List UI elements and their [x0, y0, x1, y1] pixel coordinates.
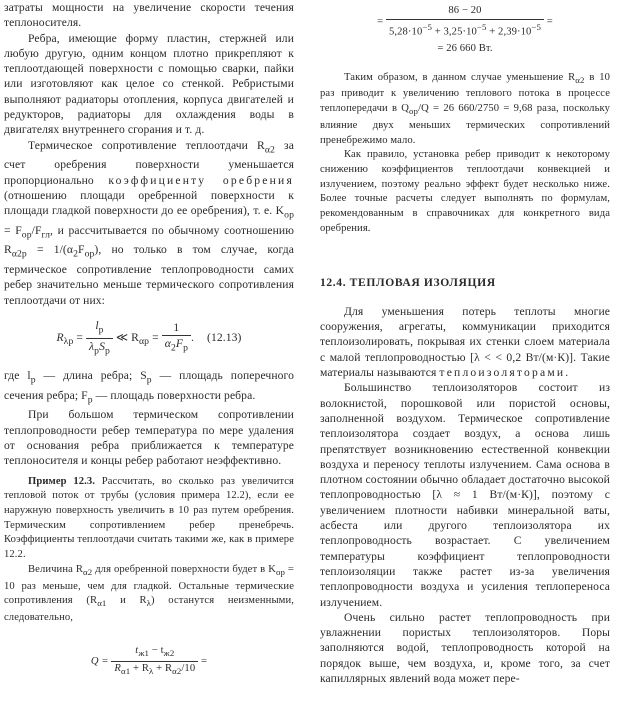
example-title: Пример 12.3.: [28, 475, 96, 487]
paragraph-moisture: Очень сильно растет теплопроводность при увлажнении пористых теплоизоляторов. Поры заполняются водой, теплопроводность которой на порядок выше, чем воздуха, и, кроме того, за счет капиллярных явлений вода может пере-: [320, 610, 610, 686]
fraction-alpha: $\frac{1}{\alpha_2F_р}$: [162, 320, 191, 356]
paragraph-insulation-intro: Для уменьшения потерь теплоты многие сооружения, агрегаты, коммуникации приходится теплоизолировать, покрывая их стенки слоем материала с малой теплопроводностью [λ < < 0,2 Вт/(м·К)]. Такие материалы называются теплоизоляторами.: [320, 304, 610, 380]
paragraph-1: затраты мощности на увеличение скорости течения теплоносителя.: [4, 1, 294, 30]
term-insulators: теплоизоляторами: [439, 366, 566, 380]
paragraph-large-resistance: При большом термическом сопротивлении теплопроводности ребер температура по мере удаления от основания ребра приближается к температуре теплоносителя и концы ребер работают неэффективно.: [4, 408, 294, 468]
paragraph-insulator-structure: Большинство теплоизоляторов состоит из волокнистой, порошковой или пористой основы, заполненной воздухом. Термическое сопротивление теплоизолятора создает воздух, а основа лишь препятствует возникновению естественной конвекции воздуха и переносу теплоты излучением. Сама основа в плотном состоянии обычно обладает достаточно высокой теплопроводностью [λ ≈ 1 Вт/(м·К)], поэтому с увеличением плотности набивки минеральной ваты, асбеста или другого теплоизолятора их теплопроводность возрастает. С увеличением температуры коэффициент теплопроводности теплоизоляции также растет из-за увеличения теплопроводности воздуха и усиления теплопереноса излучением.: [320, 381, 610, 609]
left-column: [4, 0, 294, 688]
calculation-result: = 26 660 Вт.: [437, 42, 493, 54]
fraction-calculation: $\frac{86 - 20}{5,28\cdot 10^{-5} + 3,25\cdot 10^{-5} + 2,39\cdot 10^{-5}}$: [386, 4, 544, 40]
paragraph-finning-coefficient: Термическое сопротивление теплоотдачи $R_{\alpha 2}$ за счет оребрения поверхности уменьшается пропорционально коэффициенту оребрения (отношению площади оребренной поверхности к площади гладкой поверхности до ее оребрения), т. е. $K_{ор} = F_{ор}/F_{гл}$, и рассчитывается по обычному соотношению $R_{\alpha 2р} = 1/(\alpha_2F_{ор})$, но только в том случае, когда термическое сопротивление теплопроводности самих ребер значительно меньше термического сопротивления теплоотдачи от них:: [4, 138, 294, 307]
example-solution: Величина $R_{\alpha 2}$ для оребренной поверхности будет в $K_{ор} = 10$ раз меньше, чем для гладкой. Остальные термические сопротивления ($R_{\alpha 1}$ и $R_\lambda$) останутся неизменными, следовательно,: [4, 563, 294, 624]
example-12-3: Пример 12.3. Рассчитать, во сколько раз увеличится тепловой поток от трубы (условия примера 12.2), если ее наружную поверхность увеличить в 10 раз путем оребрения. Термическим сопротивлением ребер пренебречь. Коэффициенты теплоотдачи считать такими же, как в примере 12.2.: [4, 475, 294, 561]
formula-12-13: $R_{\lambda р}$ = $\frac{l_р}{\lambda_рS_р}$ ≪ $R_{\alpha р}$ = $\frac{1}{\alpha_2F_р}$ . (12.13): [4, 318, 294, 358]
paragraph-conclusion: Таким образом, в данном случае уменьшение $R_{\alpha 2}$ в 10 раз приводит к увеличению теплового потока в процессе теплопередачи в $Q_{ор}/Q = 26$ 660/2750 = 9,68 раза, поскольку влияние двух меньших термических сопротивлений пренебрежимо мало.: [320, 71, 610, 146]
equation-number: (12.13): [207, 330, 242, 344]
term-finning-coefficient: коэффициенту оребрения: [108, 173, 294, 187]
fraction-lambda: $\frac{l_р}{\lambda_рS_р}$: [86, 318, 113, 358]
fraction-heat-flow: $\frac{t_{ж1} - t_{ж2}}{R_{\alpha 1} + R_\lambda + R_{\alpha 2}/10}$: [111, 644, 198, 679]
paragraph-fin-effect: Как правило, установка ребер приводит к некоторому снижению коэффициентов теплоотдачи конвекцией и излучением, поэтому реально эффект будет несколько ниже. Более точные расчеты следует выполнять по формулам, рекомендованным в справочниках для конкретного вида оребрения.: [320, 149, 610, 234]
formula-heat-flow: Q = $\frac{t_{ж1} - t_{ж2}}{R_{\alpha 1} + R_\lambda + R_{\alpha 2}/10}$ =: [4, 644, 294, 679]
paragraph-where: где $l_р$ — длина ребра; $S_р$ — площадь поперечного сечения ребра; $F_р$ — площадь поверхности ребра.: [4, 369, 294, 406]
right-column: [320, 0, 610, 686]
section-heading: 12.4. ТЕПЛОВАЯ ИЗОЛЯЦИЯ: [320, 275, 496, 289]
formula-calculation: = $\frac{86 - 20}{5,28\cdot 10^{-5} + 3,25\cdot 10^{-5} + 2,39\cdot 10^{-5}}$ =: [320, 4, 610, 40]
paragraph-fins: Ребра, имеющие форму пластин, стержней или любую другую, одним концом плотно прикрепляют к теплоотдающей поверхности с помощью сварки, пайки или изготовляют как целое со стенкой. Ребристыми выполняют радиаторы отопления, корпуса двигателей и редукторов, радиаторы для охлаждения воды в двигателях внутреннего сгорания и т. д.: [4, 31, 294, 137]
